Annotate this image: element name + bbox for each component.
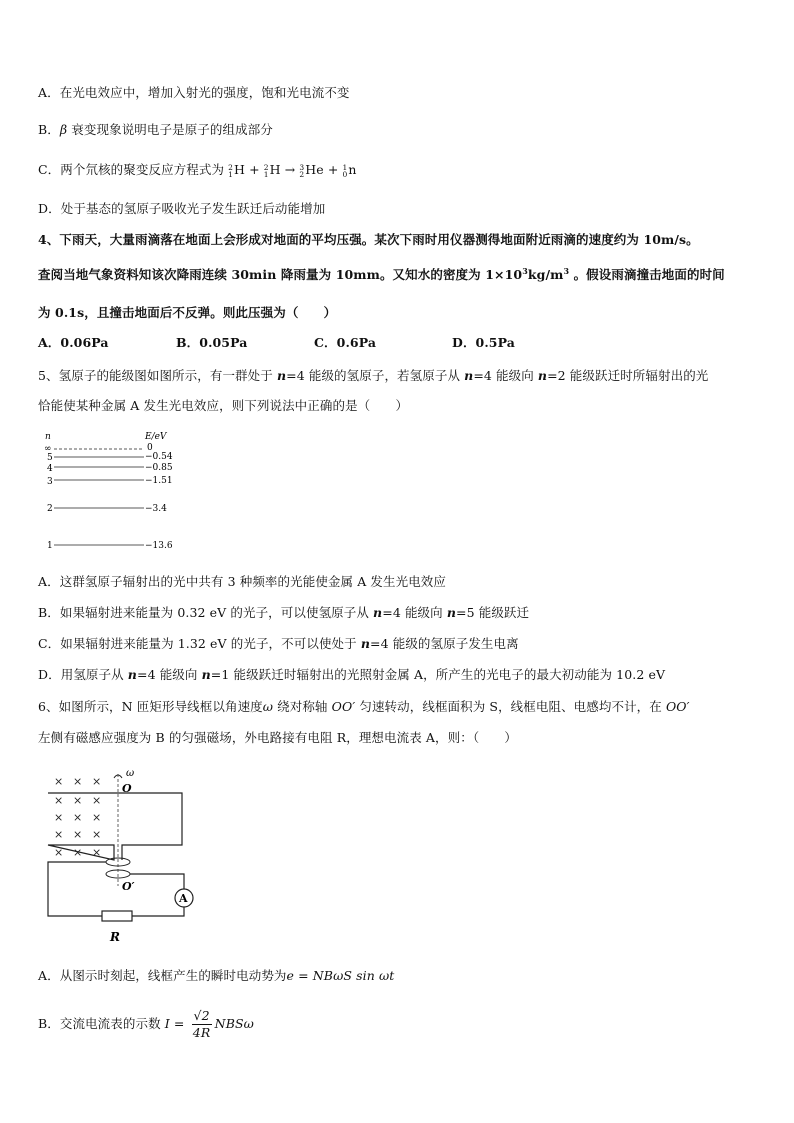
svg-text:×: × — [73, 794, 83, 807]
emf-equation: e = NBωS sin ωt — [286, 968, 395, 983]
rotating-coil-circuit-figure — [42, 766, 202, 950]
level-3-e: −1.51 — [145, 476, 173, 486]
q6-line-2: 左侧有磁感应强度为 B 的匀强磁场，外电路接有电阻 R，理想电流表 A，则：（ ） — [38, 730, 517, 745]
q5-option-a: A．这群氢原子辐射出的光中共有 3 种频率的光能使金属 A 发生光电效应 — [38, 574, 447, 589]
level-5-n: 5 — [47, 453, 53, 463]
q4-line-3: 为 0.1s，且撞击地面后不反弹。则此压强为（ ） — [38, 305, 337, 320]
svg-text:×: × — [73, 775, 83, 788]
svg-text:×: × — [54, 794, 64, 807]
level-4-n: 4 — [47, 464, 53, 474]
q5-option-c: C．如果辐射进来能量为 1.32 eV 的光子，不可以使处于 n=4 能级的氢原子发生电离 — [38, 636, 519, 651]
coil-frame — [48, 793, 182, 860]
q3-option-c — [38, 160, 357, 178]
level-4-e: −0.85 — [145, 463, 173, 473]
svg-text:×: × — [92, 846, 102, 859]
svg-text:×: × — [73, 811, 83, 824]
svg-text:×: × — [92, 828, 102, 841]
svg-text:×: × — [54, 828, 64, 841]
q3-option-c-text: C．两个氘核的聚变反应方程式为 — [38, 162, 225, 177]
q3-option-b-prefix: B． — [38, 122, 60, 137]
energy-axis-label: E/eV — [145, 432, 167, 442]
q6-line-1: 6、如图所示，N 匝矩形导线框以角速度ω 绕对称轴 OO′ 匀速转动，线框面积为 S，线框电阻、电感均不计，在 OO′ — [38, 699, 690, 714]
level-2-n: 2 — [47, 504, 53, 514]
svg-text:×: × — [54, 811, 64, 824]
q4-option-d: D．0.5Pa — [452, 335, 515, 350]
n-axis-label: n — [45, 432, 51, 442]
beta-symbol: β — [59, 122, 68, 137]
q4-option-b: B．0.05Pa — [176, 335, 248, 350]
resistor — [102, 911, 132, 921]
q6-option-b: B．交流电流表的示数 I = $\frac{√2}{4R}$ NBSω — [38, 1008, 254, 1040]
level-2-e: −3.4 — [145, 504, 167, 514]
omega-label: ω — [126, 768, 135, 779]
level-1-n: 1 — [47, 541, 53, 551]
q3-option-b — [38, 120, 273, 138]
level-5-e: −0.54 — [145, 452, 173, 462]
svg-text:×: × — [73, 846, 83, 859]
svg-text:×: × — [54, 775, 64, 788]
q6-option-a: A．从图示时刻起，线框产生的瞬时电动势为e = NBωS sin ωt — [38, 968, 395, 983]
level-inf-n: ∞ — [44, 444, 52, 454]
svg-text:×: × — [92, 811, 102, 824]
svg-text:×: × — [92, 794, 102, 807]
ammeter-label: A — [179, 892, 188, 905]
fusion-equation: 2 1 H + 2 1 H → 3 2 He + 1 0 n — [228, 162, 357, 179]
level-3-n: 3 — [47, 477, 53, 487]
q4-option-a: A．0.06Pa — [38, 335, 109, 350]
level-1-e: −13.6 — [145, 541, 173, 551]
q4-line-1: 4、下雨天，大量雨滴落在地面上会形成对地面的平均压强。某次下雨时用仪器测得地面附近雨滴的速度约为 10m/s。 — [38, 232, 699, 247]
svg-text:×: × — [92, 775, 102, 788]
q4-option-c: C．0.6Pa — [314, 335, 377, 350]
energy-level-diagram — [40, 428, 200, 558]
current-fraction: $\frac{√2}{4R}$ — [192, 1008, 211, 1040]
resistor-label: R — [110, 930, 120, 944]
q5-line-2: 恰能使某种金属 A 发生光电效应，则下列说法中正确的是（ ） — [38, 398, 409, 413]
magnetic-field-crosses — [54, 775, 101, 859]
q5-option-d: D．用氢原子从 n=4 能级向 n=1 能级跃迁时辐射出的光照射金属 A，所产生的光电子的最大初动能为 10.2 eV — [38, 667, 666, 682]
q5-option-b: B．如果辐射进来能量为 0.32 eV 的光子，可以使氢原子从 n=4 能级向 n=5 能级跃迁 — [38, 605, 530, 620]
axis-bottom-label: O′ — [122, 880, 135, 893]
level-inf-e: 0 — [147, 443, 153, 453]
q5-line-1: 5、氢原子的能级图如图所示，有一群处于 n=4 能级的氢原子，若氢原子从 n=4 能级向 n=2 能级跃迁时所辐射出的光 — [38, 368, 709, 383]
q4-line-2: 查阅当地气象资料知该次降雨连续 30min 降雨量为 10mm。又知水的密度为 $1\times 10^3kg/m^3$ 。假设雨滴撞击地面的时间 — [38, 265, 725, 282]
svg-text:×: × — [54, 846, 64, 859]
q3-option-d: D．处于基态的氢原子吸收光子发生跃迁后动能增加 — [38, 201, 326, 216]
svg-text:×: × — [73, 828, 83, 841]
q3-option-a: A．在光电效应中，增加入射光的强度，饱和光电流不变 — [38, 85, 350, 100]
q3-option-b-text: 衰变现象说明电子是原子的组成部分 — [71, 122, 273, 137]
axis-top-label: O — [122, 782, 132, 795]
